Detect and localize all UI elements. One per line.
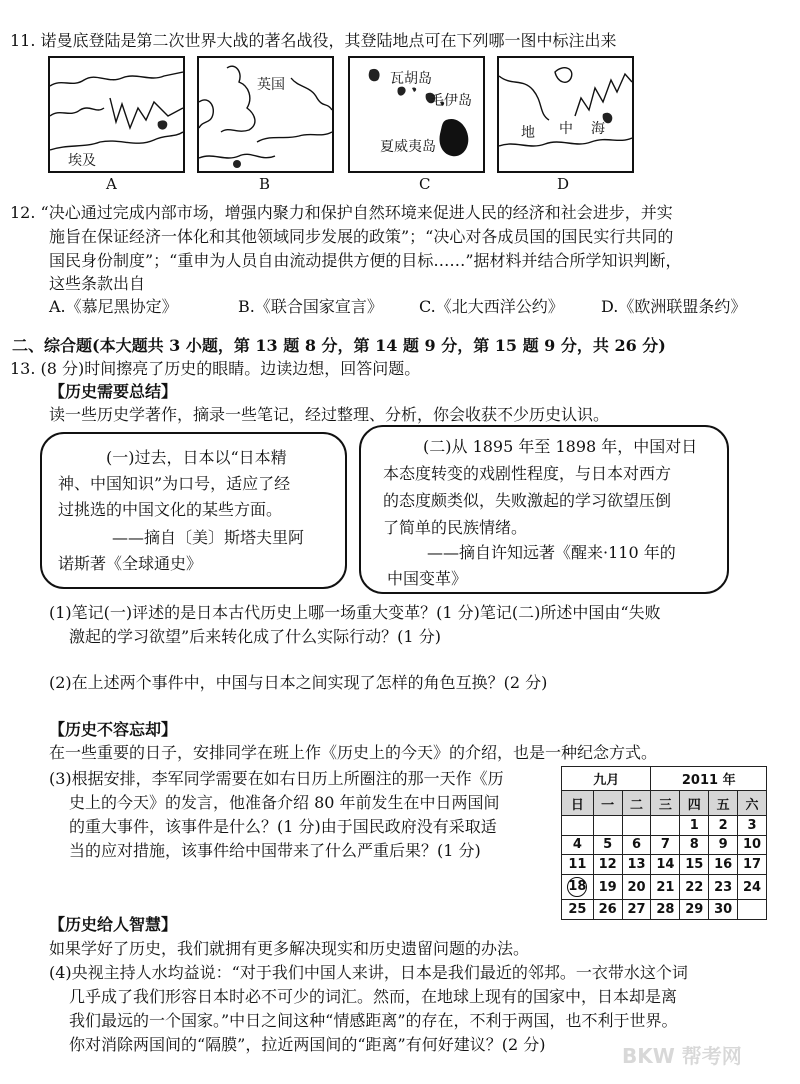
section-2-heading: 二、综合题(本大题共 3 小题，第 13 题 8 分，第 14 题 9 分，第 15 题 9 分，共 26 分) bbox=[12, 336, 666, 355]
calendar-day: 22 bbox=[680, 874, 709, 900]
q12-line-2: 施旨在保证经济一体化和其他领域同步发展的政策”；“决心对各成员国的国民实行共同的 bbox=[49, 227, 674, 246]
q12-option-b: B.《联合国家宣言》 bbox=[238, 297, 383, 316]
note-two-source-1: ——摘自许知远著《醒来·110 年的 bbox=[427, 543, 676, 562]
map-d-outline bbox=[499, 58, 632, 171]
q13-3-line-1: (3)根据安排，李军同学需要在如右日历上所圈注的那一天作《历 bbox=[49, 769, 504, 788]
part2-title: 【历史不容忘却】 bbox=[49, 720, 178, 739]
calendar-day: 10 bbox=[738, 835, 767, 855]
map-d-label-3: 海 bbox=[591, 121, 605, 137]
part1-title: 【历史需要总结】 bbox=[49, 382, 178, 401]
calendar-day bbox=[651, 815, 680, 835]
calendar-day: 2 bbox=[709, 815, 738, 835]
map-d-letter: D bbox=[557, 175, 570, 193]
map-c-label-hawaii: 夏威夷岛 bbox=[380, 139, 436, 155]
note-two bbox=[359, 425, 729, 594]
calendar-day: 14 bbox=[651, 855, 680, 875]
calendar-week-5 bbox=[562, 900, 767, 920]
part2-intro: 在一些重要的日子，安排同学在班上作《历史上的今天》的介绍，也是一种纪念方式。 bbox=[49, 743, 658, 762]
calendar-day: 17 bbox=[738, 855, 767, 875]
map-b bbox=[197, 56, 334, 173]
calendar-day bbox=[738, 900, 767, 920]
note-two-line-3: 的态度颇类似，失败激起的学习欲望压倒 bbox=[383, 491, 672, 510]
q13-3-line-4: 当的应对措施，该事件给中国带来了什么严重后果？(1 分) bbox=[69, 841, 481, 860]
q13-stem: 13. (8 分)时间擦亮了历史的眼睛。边读边想，回答问题。 bbox=[10, 359, 421, 378]
note-two-line-2: 本态度转变的戏剧性程度，与日本对西方 bbox=[383, 464, 672, 483]
calendar-day: 7 bbox=[651, 835, 680, 855]
note-two-source-2: 中国变革》 bbox=[387, 569, 468, 588]
weekday: 二 bbox=[622, 791, 651, 815]
weekday: 四 bbox=[680, 791, 709, 815]
calendar-day-circled bbox=[562, 874, 594, 900]
q12-option-d: D.《欧洲联盟条约》 bbox=[601, 297, 747, 316]
calendar-day bbox=[562, 815, 594, 835]
part3-title: 【历史给人智慧】 bbox=[49, 915, 178, 934]
note-one-source-1: ——摘自〔美〕斯塔夫里阿 bbox=[112, 528, 305, 547]
q12-line-4: 这些条款出自 bbox=[49, 274, 146, 293]
calendar-header bbox=[562, 767, 767, 791]
q13-3-line-2: 史上的今天》的发言，他准备介绍 80 年前发生在中日两国间 bbox=[69, 793, 500, 812]
calendar-day: 1 bbox=[680, 815, 709, 835]
q13-1-line-2: 激起的学习欲望”后来转化成了什么实际行动？(1 分) bbox=[69, 627, 441, 646]
note-one-line-3: 过挑选的中国文化的某些方面。 bbox=[58, 500, 283, 519]
weekday: 日 bbox=[562, 791, 594, 815]
map-a bbox=[48, 56, 185, 173]
note-one-line-2: 神、中国知识”为口号，适应了经 bbox=[58, 474, 291, 493]
weekday: 五 bbox=[709, 791, 738, 815]
calendar bbox=[561, 766, 767, 920]
q13-4-line-1: (4)央视主持人水均益说：“对于我们中国人来讲，日本是我们最近的邻邦。一衣带水这个词 bbox=[49, 963, 688, 982]
note-two-line-1: (二)从 1895 年至 1898 年，中国对日 bbox=[423, 437, 698, 456]
calendar-week-2 bbox=[562, 835, 767, 855]
calendar-day: 9 bbox=[709, 835, 738, 855]
calendar-week-3 bbox=[562, 855, 767, 875]
calendar-day: 27 bbox=[622, 900, 651, 920]
circled-date: 18 bbox=[567, 877, 587, 897]
calendar-day: 15 bbox=[680, 855, 709, 875]
map-c bbox=[348, 56, 485, 173]
calendar-day: 3 bbox=[738, 815, 767, 835]
calendar-week-1 bbox=[562, 815, 767, 835]
calendar-day: 8 bbox=[680, 835, 709, 855]
calendar-day: 20 bbox=[622, 874, 651, 900]
part1-intro: 读一些历史学著作，摘录一些笔记，经过整理、分析，你会收获不少历史认识。 bbox=[49, 405, 610, 424]
weekday: 一 bbox=[593, 791, 622, 815]
calendar-day: 30 bbox=[709, 900, 738, 920]
map-d bbox=[497, 56, 634, 173]
calendar-day: 26 bbox=[593, 900, 622, 920]
map-b-label-britain: 英国 bbox=[257, 77, 285, 93]
map-a-letter: A bbox=[106, 175, 117, 193]
note-one-line-1: (一)过去，日本以“日本精 bbox=[106, 448, 287, 467]
q13-1-line-1: (1)笔记(一)评述的是日本古代历史上哪一场重大变革？(1 分)笔记(二)所述中国由“失败 bbox=[49, 603, 661, 622]
q13-2: (2)在上述两个事件中，中国与日本之间实现了怎样的角色互换？(2 分) bbox=[49, 673, 548, 692]
calendar-day bbox=[622, 815, 651, 835]
calendar-day: 28 bbox=[651, 900, 680, 920]
calendar-day: 21 bbox=[651, 874, 680, 900]
calendar-month: 九月 bbox=[562, 767, 651, 791]
q13-4-line-2: 几乎成了我们形容日本时必不可少的词汇。然而，在地球上现有的国家中，日本却是离 bbox=[69, 987, 678, 1006]
q12-option-a: A.《慕尼黑协定》 bbox=[49, 297, 178, 316]
note-one-source-2: 诺斯著《全球通史》 bbox=[58, 554, 203, 573]
calendar-day: 23 bbox=[709, 874, 738, 900]
map-d-label-2: 中 bbox=[559, 121, 573, 137]
calendar-day: 29 bbox=[680, 900, 709, 920]
calendar-day bbox=[593, 815, 622, 835]
calendar-day: 4 bbox=[562, 835, 594, 855]
q12-line-1: 12. “决心通过完成内部市场，增强内聚力和保护自然环境来促进人民的经济和社会进步，并实 bbox=[10, 203, 673, 222]
map-d-label-1: 地 bbox=[521, 125, 535, 141]
q11-stem: 11. 诺曼底登陆是第二次世界大战的著名战役，其登陆地点可在下列哪一图中标注出来 bbox=[10, 31, 617, 50]
calendar-year: 2011 年 bbox=[651, 767, 767, 791]
map-c-letter: C bbox=[419, 175, 431, 193]
calendar-day: 5 bbox=[593, 835, 622, 855]
weekday: 三 bbox=[651, 791, 680, 815]
weekday: 六 bbox=[738, 791, 767, 815]
map-c-label-oahu: 瓦胡岛 bbox=[390, 71, 432, 87]
q12-option-c: C.《北大西洋公约》 bbox=[419, 297, 564, 316]
q13-3-line-3: 的重大事件，该事件是什么？(1 分)由于国民政府没有采取适 bbox=[69, 817, 497, 836]
q13-4-line-3: 我们最远的一个国家。”中日之间这种“情感距离”的存在，不利于两国，也不利于世界。 bbox=[69, 1011, 678, 1030]
calendar-weekdays bbox=[562, 791, 767, 815]
calendar-day: 16 bbox=[709, 855, 738, 875]
calendar-day: 19 bbox=[593, 874, 622, 900]
calendar-day: 24 bbox=[738, 874, 767, 900]
note-one bbox=[40, 432, 347, 589]
note-two-line-4: 了简单的民族情绪。 bbox=[383, 518, 528, 537]
calendar-day: 12 bbox=[593, 855, 622, 875]
map-c-label-maui: 毛伊岛 bbox=[430, 93, 472, 109]
calendar-day: 13 bbox=[622, 855, 651, 875]
calendar-week-4 bbox=[562, 874, 767, 900]
part3-intro: 如果学好了历史，我们就拥有更多解决现实和历史遗留问题的办法。 bbox=[49, 939, 530, 958]
calendar-day: 25 bbox=[562, 900, 594, 920]
map-b-letter: B bbox=[259, 175, 271, 193]
calendar-day: 6 bbox=[622, 835, 651, 855]
watermark-logo: BKW 帮考网 bbox=[622, 1044, 742, 1068]
q12-line-3: 国民身份制度”；“重申为人员自由流动提供方便的目标……”据材料并结合所学知识判断， bbox=[49, 251, 682, 270]
calendar-day: 11 bbox=[562, 855, 594, 875]
map-a-label-egypt: 埃及 bbox=[68, 153, 96, 169]
q13-4-line-4: 你对消除两国间的“隔膜”，拉近两国间的“距离”有何好建议？(2 分) bbox=[69, 1035, 546, 1054]
